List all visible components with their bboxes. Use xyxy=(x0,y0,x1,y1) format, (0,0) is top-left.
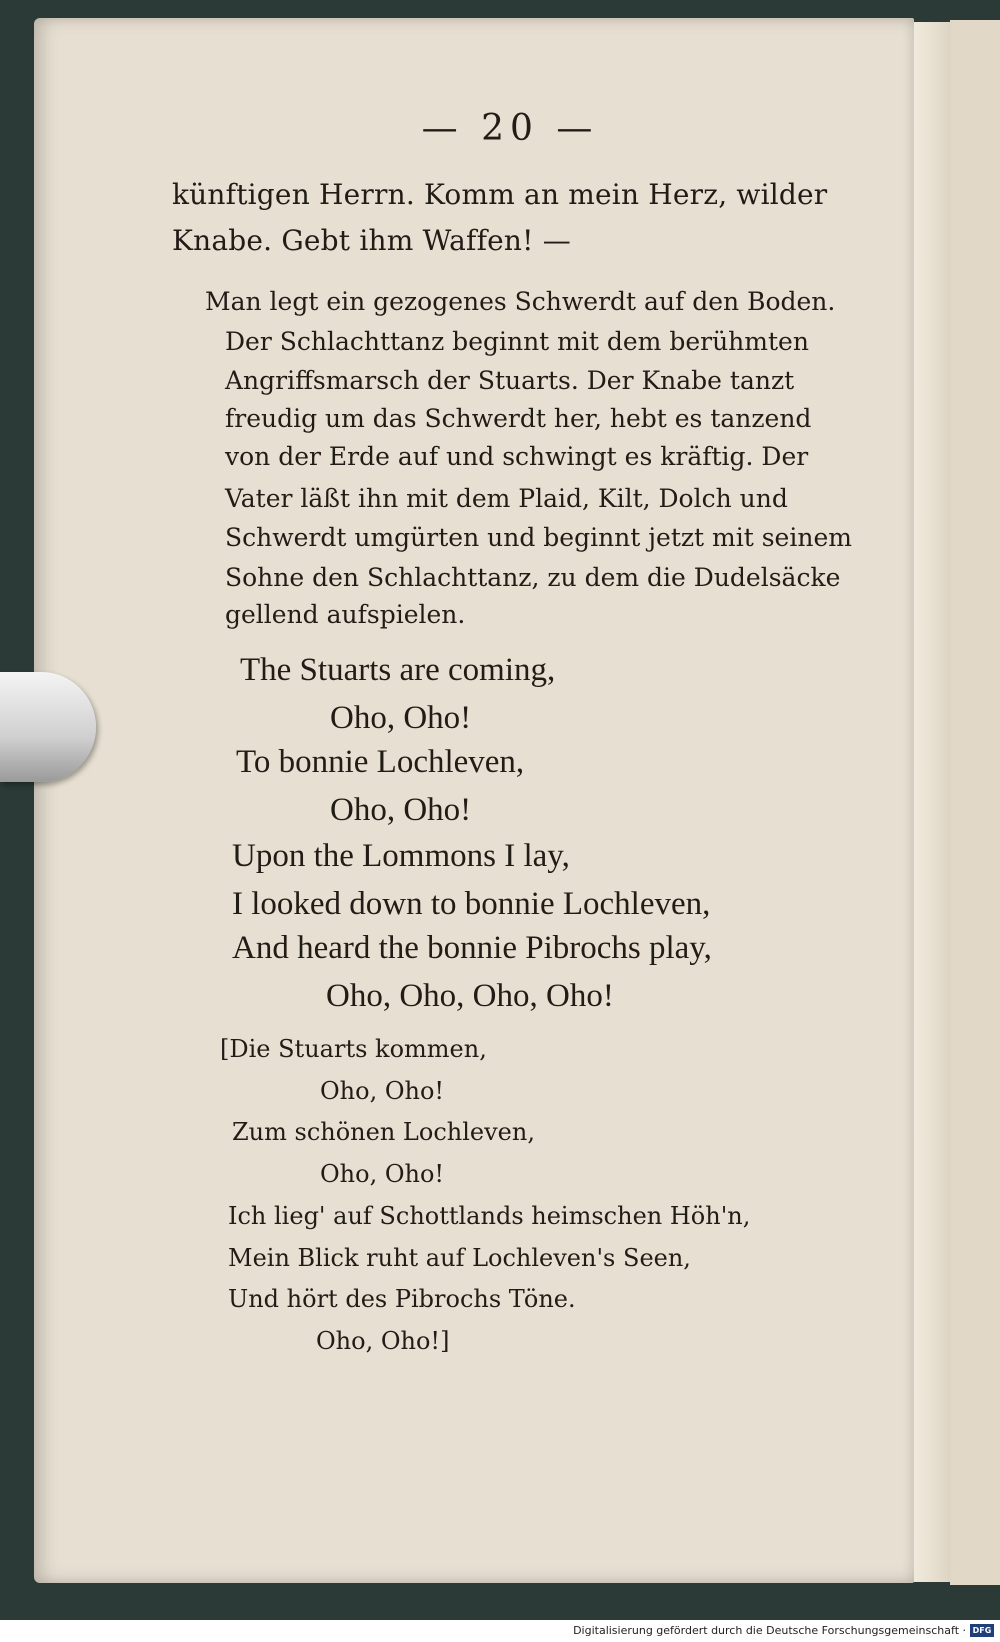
funding-credit: Digitalisierung gefördert durch die Deutsche Forschungsgemeinschaft · xyxy=(573,1624,966,1637)
stage-direction-line: Man legt ein gezogenes Schwerdt auf den Boden. xyxy=(205,287,836,316)
english-verse-line: I looked down to bonnie Lochleven, xyxy=(232,886,711,922)
english-verse-line: To bonnie Lochleven, xyxy=(236,744,525,780)
english-verse-line: Oho, Oho! xyxy=(330,700,472,736)
german-verse-line: [Die Stuarts kommen, xyxy=(220,1035,487,1063)
german-verse-line: Zum schönen Lochleven, xyxy=(232,1118,535,1146)
footer-bar xyxy=(0,1620,1000,1642)
stage-direction-line: von der Erde auf und schwingt es kräftig. Der xyxy=(225,442,809,471)
prose-line: Knabe. Gebt ihm Waffen! — xyxy=(172,224,571,257)
page-number-header: — 20 — xyxy=(421,108,599,149)
english-verse-line: And heard the bonnie Pibrochs play, xyxy=(232,930,712,966)
german-verse-line: Ich lieg' auf Schottlands heimschen Höh'n, xyxy=(228,1202,751,1230)
stage-direction-line: Sohne den Schlachttanz, zu dem die Dudelsäcke xyxy=(225,563,841,592)
german-verse-line: Mein Blick ruht auf Lochleven's Seen, xyxy=(228,1244,691,1272)
dfg-logo: DFG xyxy=(970,1624,994,1637)
english-verse-line: Oho, Oho, Oho, Oho! xyxy=(326,978,614,1014)
german-verse-line: Oho, Oho!] xyxy=(316,1327,450,1355)
stage-direction-line: Schwerdt umgürten und beginnt jetzt mit seinem xyxy=(225,523,852,552)
stage-direction-line: Der Schlachttanz beginnt mit dem berühmten xyxy=(225,327,809,356)
english-verse-line: Upon the Lommons I lay, xyxy=(232,838,570,874)
prose-line: künftigen Herrn. Komm an mein Herz, wilder xyxy=(172,178,828,211)
english-verse-line: The Stuarts are coming, xyxy=(240,652,556,688)
stage-direction-line: gellend aufspielen. xyxy=(225,600,466,629)
german-verse-line: Oho, Oho! xyxy=(320,1160,445,1188)
stage-direction-line: freudig um das Schwerdt her, hebt es tanzend xyxy=(225,404,812,433)
german-verse-line: Und hört des Pibrochs Töne. xyxy=(228,1285,576,1313)
english-verse-line: Oho, Oho! xyxy=(330,792,472,828)
stage-direction-line: Angriffsmarsch der Stuarts. Der Knabe tanzt xyxy=(225,366,795,395)
stage-direction-line: Vater läßt ihn mit dem Plaid, Kilt, Dolch und xyxy=(225,484,788,513)
german-verse-line: Oho, Oho! xyxy=(320,1077,445,1105)
next-page-edge xyxy=(950,20,1000,1585)
